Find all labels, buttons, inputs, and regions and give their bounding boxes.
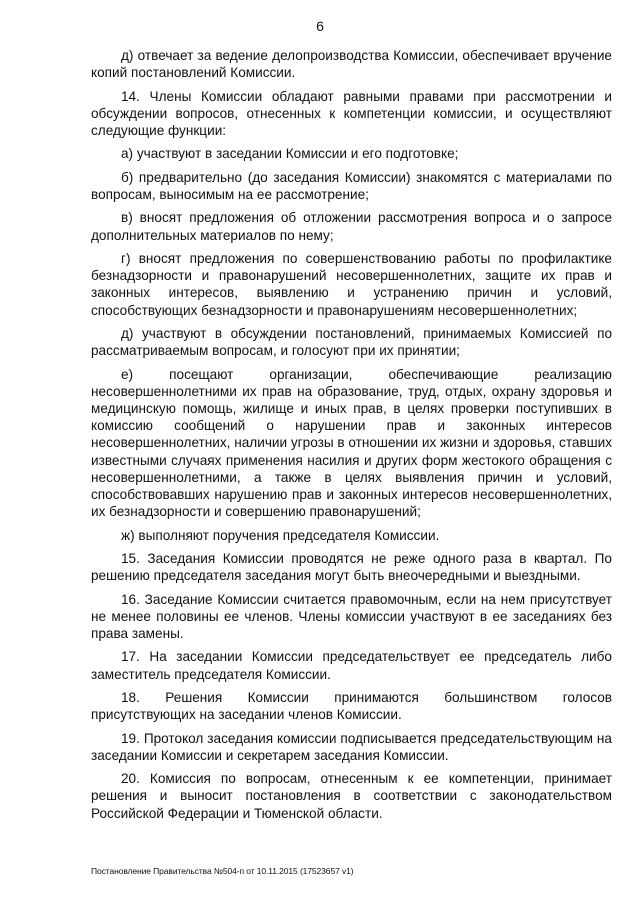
paragraph-d-records: д) отвечает за ведение делопроизводства Комиссии, обеспечивает вручение копий постановлений Комиссии.: [91, 48, 612, 81]
paragraph-14-e: е) посещают организации, обеспечивающие реализацию несовершеннолетними их прав на образование, труд, отдых, охрану здоровья и медицинскую помощь, жилище и иных прав, в целях проверки поступивших в комиссию сообщений о нарушении прав и законных интересов несовершеннолетних, наличии угрозы в отношении их жизни и здоровья, ставших известными случаях применения насилия и других форм жестокого обращения с несовершеннолетними, а также в целях выявления причин и условий, способствовавших нарушению прав и законных интересов несовершеннолетних, их безнадзорности и совершению правонарушений;: [91, 366, 612, 520]
paragraph-14: 14. Члены Комиссии обладают равными правами при рассмотрении и обсуждении вопросов, отнесенных к компетенции комиссии, и осуществляют следующие функции:: [91, 88, 612, 138]
paragraph-14-d: д) участвуют в обсуждении постановлений, принимаемых Комиссией по рассматриваемым вопросам, и голосуют при их принятии;: [91, 325, 612, 359]
paragraph-20: 20. Комиссия по вопросам, отнесенным к ее компетенции, принимает решения и выносит постановления в соответствии с законодательством Российской Федерации и Тюменской области.: [91, 771, 612, 821]
paragraph-17: 17. На заседании Комиссии председательствует ее председатель либо заместитель председателя Комиссии.: [91, 649, 612, 682]
paragraph-14-zh: ж) выполняют поручения председателя Комиссии.: [121, 527, 440, 543]
paragraph-19: 19. Протокол заседания комиссии подписывается председательствующим на заседании Комиссии и секретарем заседания Комиссии.: [91, 730, 612, 763]
paragraph-14-b: б) предварительно (до заседания Комиссии) знакомятся с материалами по вопросам, выносимым на ее рассмотрение;: [91, 169, 612, 202]
paragraph-18: 18. Решения Комиссии принимаются большинством голосов присутствующих на заседании членов Комиссии.: [91, 689, 612, 723]
page-number: 6: [316, 18, 324, 34]
paragraph-15: 15. Заседания Комиссии проводятся не реже одного раза в квартал. По решению председателя заседания могут быть внеочередными и выездными.: [91, 550, 612, 584]
paragraph-14-g: г) вносят предложения по совершенствованию работы по профилактике безнадзорности и правонарушений несовершеннолетних, защите их прав и законных интересов, выявлению и устранению причин и условий, способствующих безнадзорности и правонарушениям несовершеннолетних;: [91, 250, 612, 318]
document-body: [91, 47, 612, 828]
paragraph-16: 16. Заседание Комиссии считается правомочным, если на нем присутствует не менее половины ее членов. Члены комиссии участвуют в ее заседаниях без права замены.: [91, 591, 612, 641]
paragraph-14-a: а) участвуют в заседании Комиссии и его подготовке;: [121, 146, 459, 162]
document-footer: Постановление Правительства №504-п от 10.11.2015 (17523657 v1): [91, 866, 354, 876]
paragraph-14-v: в) вносят предложения об отложении рассмотрения вопроса и о запросе дополнительных материалов по нему;: [91, 210, 612, 243]
